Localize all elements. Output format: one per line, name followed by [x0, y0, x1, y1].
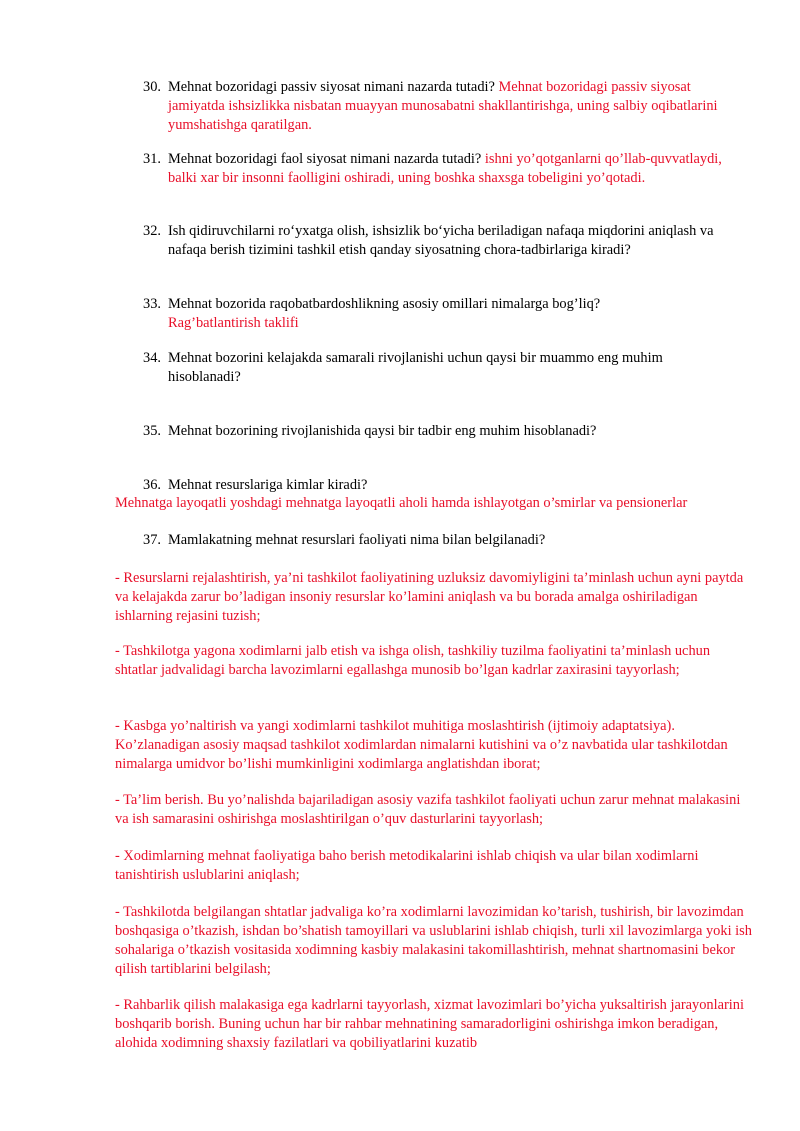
question-text: Mehnat resurslariga kimlar kiradi? — [168, 477, 368, 493]
question-number: 33. — [143, 296, 161, 312]
question-text: Mehnat bozorida raqobatbardoshlikning asosiy omillari nimalarga bog’liq? — [168, 296, 601, 312]
question-number: 37. — [143, 532, 161, 548]
answer-item-5: - Xodimlarning mehnat faoliyatiga baho berish metodikalarini ishlab chiqish va ular bilan xodimlarni tanishtirish uslublarini aniqlash; — [115, 848, 699, 883]
answer-text: Rag’batlantirish taklifi — [168, 315, 299, 331]
question-number: 35. — [143, 423, 161, 439]
answer-item-7: - Rahbarlik qilish malakasiga ega kadrlarni tayyorlash, xizmat lavozimlari bo’yicha yuksaltirish jarayonlarini boshqarib borish. Buning uchun har bir rahbar mehnatining samaradorligini oshirishga imkon beradigan, alohida xodimning shaxsiy fazilatlari va qobiliyatlarini kuzatib — [115, 997, 744, 1051]
question-text: Mehnat bozoridagi passiv siyosat nimani nazarda tutadi? — [168, 79, 495, 95]
question-33 — [143, 295, 733, 333]
answer-text: Mehnat bozoridagi passiv siyosat jamiyatda ishsizlikka nisbatan muayyan munosabatni shakllantirishga, uning salbiy oqibatlarini yumshatishga qaratilgan. — [168, 79, 718, 133]
question-number: 36. — [143, 477, 161, 493]
question-30 — [143, 78, 733, 135]
answer-item-1: - Resurslarni rejalashtirish, ya’ni tashkilot faoliyatining uzluksiz davomiyligini ta’minlash uchun ayni paytda va kelajakda zarur bo’ladigan insoniy resurslar ko’lamini aniqlash va bu borada amalga oshiriladigan ishlarning rejasini tuzish; — [115, 570, 744, 624]
question-number: 30. — [143, 79, 161, 95]
question-text: Mehnat bozorini kelajakda samarali rivojlanishi uchun qaysi bir muammo eng muhim hisoblanadi? — [168, 350, 663, 385]
question-31 — [143, 150, 733, 188]
question-number: 31. — [143, 151, 161, 167]
answer-36: Mehnatga layoqatli yoshdagi mehnatga layoqatli aholi hamda ishlayotgan o’smirlar va pensionerlar — [115, 495, 688, 511]
question-text: Ish qidiruvchilarni ro‘yxatga olish, ishsizlik bo‘yicha beriladigan nafaqa miqdorini aniqlash va nafaqa berish tizimini tashkil etish qanday siyosatning chora-tadbirlariga kiradi? — [168, 223, 714, 258]
question-text: Mehnat bozorining rivojlanishida qaysi bir tadbir eng muhim hisoblanadi? — [168, 423, 597, 439]
answer-item-4: - Ta’lim berish. Bu yo’nalishda bajariladigan asosiy vazifa tashkilot faoliyati uchun zarur mehnat malakasini va ish samarasini oshirishga moslashtirilgan o’quv dasturlarini tayyorlash; — [115, 792, 741, 827]
question-36 — [143, 476, 733, 495]
question-text: Mehnat bozoridagi faol siyosat nimani nazarda tutadi? — [168, 151, 482, 167]
question-text: Mamlakatning mehnat resurslari faoliyati nima bilan belgilanadi? — [168, 532, 546, 548]
answer-item-6: - Tashkilotda belgilangan shtatlar jadvaliga ko’ra xodimlarni lavozimidan ko’tarish, tushirish, bir lavozimdan boshqasiga o’tkazish, ishdan bo’shatish tamoyillari va uslublarini ishlab chiqish, turli xil lavozimlarga yoki ish sohalariga o’tkazish vositasida xodimning kasbiy malakasini takomillashtirish, mehnat shartnomasini bekor qilish tartiblarini belgilash; — [115, 904, 752, 977]
question-35 — [143, 422, 733, 441]
answer-item-3: - Kasbga yo’naltirish va yangi xodimlarni tashkilot muhitiga moslashtirish (ijtimoiy adaptatsiya). Ko’zlanadigan asosiy maqsad tashkilot xodimlardan nimalarni kutishini va o’z navbatida ular tashkilotdan nimalarga umidvor bo’lishi mumkinligini xodimlarga anglatishdan iborat; — [115, 718, 728, 772]
question-number: 32. — [143, 223, 161, 239]
question-number: 34. — [143, 350, 161, 366]
answer-item-2: - Tashkilotga yagona xodimlarni jalb etish va ishga olish, tashkiliy tuzilma faoliyatini ta’minlash uchun shtatlar jadvalidagi barcha lavozimlarni egallashga munosib bo’lgan kadrlar zaxirasini tayyorlash; — [115, 643, 711, 678]
question-34 — [143, 349, 733, 387]
question-32 — [143, 222, 733, 260]
answer-text: ishni yo’qotganlarni qo’llab-quvvatlaydi, balki xar bir insonni faolligini oshiradi, uning boshka shaxsga tobeligini yo’qotadi. — [168, 151, 722, 186]
question-37 — [143, 531, 733, 550]
